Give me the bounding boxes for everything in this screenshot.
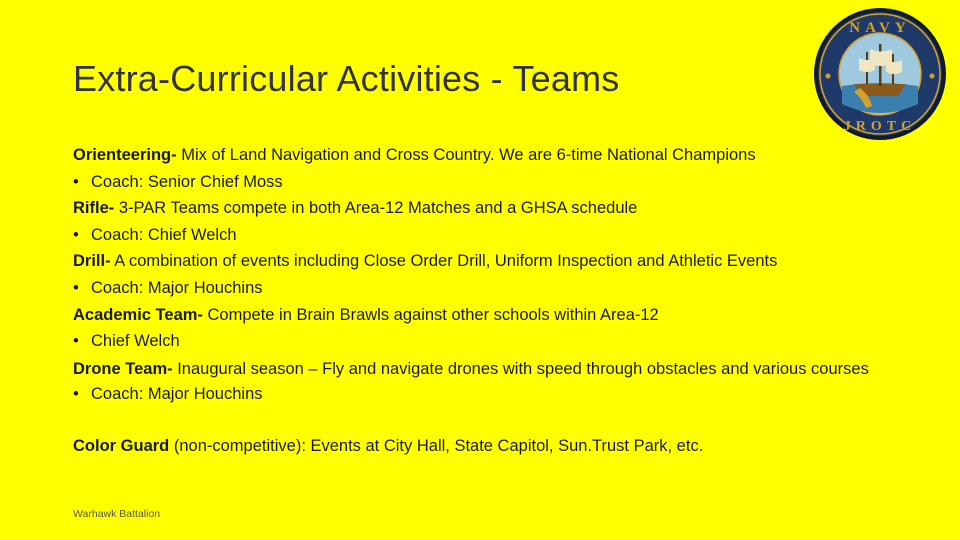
color-guard-desc: (non-competitive): Events at City Hall, State Capitol, Sun.Trust Park, etc. <box>169 437 704 456</box>
orienteering-coach: • Coach: Senior Chief Moss <box>73 169 893 196</box>
orienteering-line <box>73 142 893 169</box>
bullet-icon: • <box>73 278 79 297</box>
drone-coach: • Coach: Major Houchins <box>73 381 893 408</box>
drone-name: Drone Team- <box>73 359 173 378</box>
bullet-icon: • <box>73 225 79 244</box>
activities-list <box>73 142 893 460</box>
spacer <box>73 407 893 433</box>
drill-name: Drill- <box>73 252 111 271</box>
rifle-coach: • Coach: Chief Welch <box>73 222 893 249</box>
drill-coach: • Coach: Major Houchins <box>73 275 893 302</box>
bullet-icon: • <box>73 332 79 351</box>
academic-name: Academic Team- <box>73 305 203 324</box>
rifle-desc: 3-PAR Teams compete in both Area-12 Matches and a GHSA schedule <box>114 199 638 218</box>
drone-line <box>73 355 893 381</box>
navy-jrotc-logo <box>810 4 950 144</box>
drill-desc: A combination of events including Close Order Drill, Uniform Inspection and Athletic Events <box>110 252 778 271</box>
navy-jrotc-emblem-icon <box>810 4 950 144</box>
bullet-icon: • <box>73 172 79 191</box>
svg-text:JROTC: JROTC <box>843 119 917 134</box>
bullet-icon: • <box>73 384 79 403</box>
svg-text:NAVY: NAVY <box>849 20 911 36</box>
drone-desc: Inaugural season – Fly and navigate drones with speed through obstacles and various courses <box>172 359 869 378</box>
academic-coach: • Chief Welch <box>73 328 893 355</box>
academic-line <box>73 302 893 329</box>
color-guard-name: Color Guard <box>73 437 170 456</box>
rifle-line <box>73 195 893 222</box>
academic-desc: Compete in Brain Brawls against other schools within Area-12 <box>202 305 659 324</box>
rifle-name: Rifle- <box>73 199 115 218</box>
footer-text: Warhawk Battalion <box>73 508 161 520</box>
orienteering-desc: Mix of Land Navigation and Cross Country. We are 6-time National Champions <box>176 146 756 164</box>
drill-line <box>73 248 893 275</box>
slide-title: Extra-Curricular Activities - Teams <box>73 58 620 99</box>
color-guard-line <box>73 433 893 460</box>
orienteering-name: Orienteering- <box>73 146 177 164</box>
